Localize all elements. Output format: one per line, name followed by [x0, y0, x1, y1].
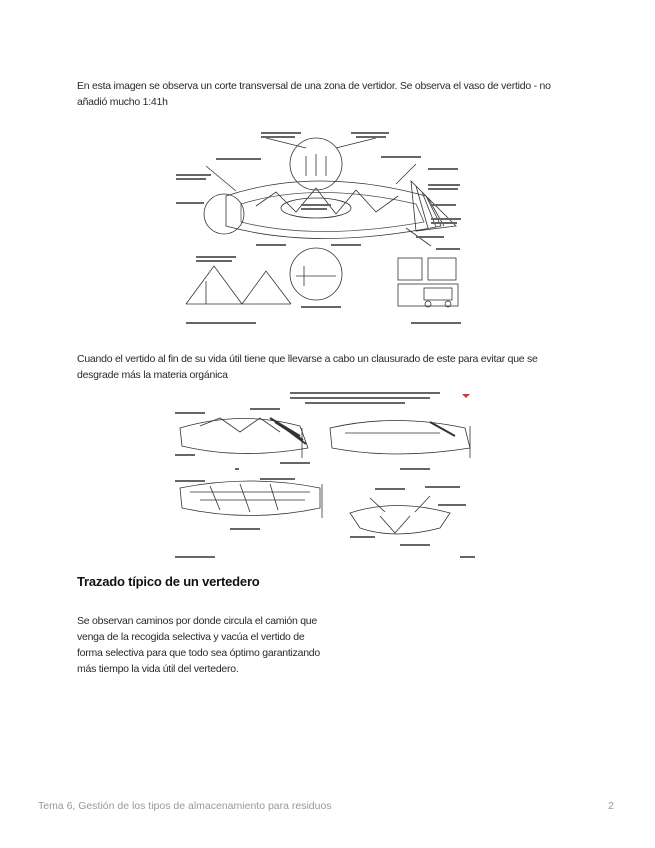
- footer-text: Tema 6, Gestión de los tipos de almacenamiento para residuos: [38, 800, 332, 812]
- closure-paragraph: Cuando el vertido al fin de su vida útil tiene que llevarse a cabo un clausurado de este para evitar que se desgrade más la materia orgánica: [77, 353, 538, 381]
- section-heading: Trazado típico de un vertedero: [77, 574, 260, 589]
- cross-section-drawing: [166, 126, 466, 334]
- intro-paragraph: En esta imagen se observa un corte transversal de una zona de vertidor. Se observa el vaso de vertido - no añadió mucho 1:41h: [77, 80, 551, 108]
- page-number: 2: [608, 800, 614, 812]
- layout-paragraph: Se observan caminos por donde circula el camión que venga de la recogida selectiva y vacúa el vertido de forma selectiva para que todo sea óptimo garantizando más tiempo la vida útil del vertedero.: [77, 615, 320, 675]
- closure-stages-drawing: [170, 388, 480, 563]
- landfill-cross-section-icon: [166, 126, 466, 334]
- landfill-closure-stages-icon: [170, 388, 480, 563]
